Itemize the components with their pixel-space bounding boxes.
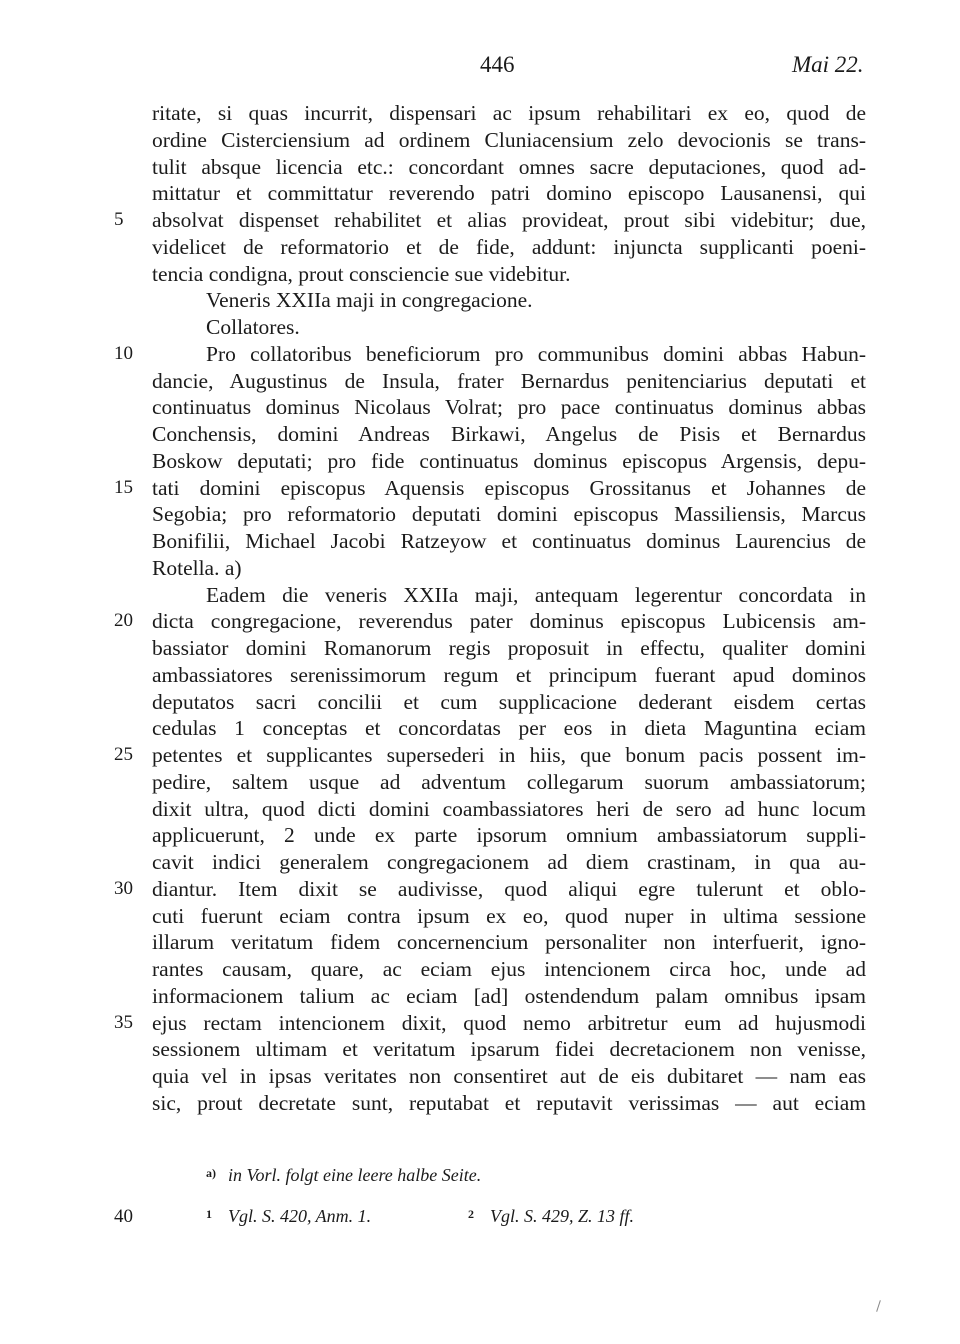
page-number: 446 — [480, 52, 515, 77]
text-line: videlicet de reformatorio et de fide, addunt: injuncta supplicanti poeni- — [152, 234, 866, 259]
line-number: 25 — [114, 744, 133, 765]
text-line: continuatus dominus Nicolaus Volrat; pro pace continuatus dominus abbas — [152, 395, 866, 420]
text-line: dicta congregacione, reverendus pater dominus episcopus Lubicensis am- — [152, 609, 866, 634]
text-line: Rotella. a) — [152, 555, 242, 580]
text-line: dixit ultra, quod dicti domini coambassiatores heri de sero ad hunc locum — [152, 796, 866, 821]
line-number: 5 — [114, 209, 124, 230]
text-line: informacionem talium ac eciam [ad] ostendendum palam omnibus ipsam — [152, 983, 866, 1008]
text-line: deputatos sacri concilii et cum supplicacione dederant eisdem certas — [152, 689, 866, 714]
text-line: diantur. Item dixit se audivisse, quod aliqui egre tulerunt et oblo- — [152, 876, 866, 901]
running-title: Mai 22. — [792, 52, 864, 77]
text-line: tulit absque licencia etc.: concordant omnes sacre deputaciones, quod ad- — [152, 154, 866, 179]
text-line: Conchensis, domini Andreas Birkawi, Angelus de Pisis et Bernardus — [152, 422, 866, 446]
text-line: sic, prout decretate sunt, reputabat et reputavit verissimas — aut eciam — [152, 1090, 866, 1115]
text-line: tencia condigna, prout consciencie sue videbitur. — [152, 261, 571, 286]
text-line: mittatur et committatur reverendo patri domino episcopo Lausanensi, qui — [152, 181, 866, 206]
line-number: 30 — [114, 877, 133, 899]
footnote-2-text: Vgl. S. 429, Z. 13 ff. — [490, 1206, 635, 1226]
text-line: Boskow deputati; pro fide continuatus dominus episcopus Argensis, depu- — [152, 448, 866, 473]
footnote-a-text: in Vorl. folgt eine leere halbe Seite. — [228, 1165, 482, 1185]
text-line: ordine Cisterciensium ad ordinem Cluniacensium zelo devocionis se trans- — [152, 127, 866, 152]
text-line: tati domini episcopus Aquensis episcopus Grossitanus et Johannes de — [152, 475, 866, 500]
text-line: Collatores. — [206, 315, 300, 339]
text-line: sessionem ultimam et veritatum ipsarum fidei decretacionem non venisse, — [152, 1037, 866, 1062]
text-line: Pro collatoribus beneficiorum pro communibus domini abbas Habun- — [206, 341, 866, 366]
text-line: pedire, saltem usque ad adventum collegarum suorum ambassiatorum; — [152, 769, 866, 794]
text-line: Eadem die veneris XXIIa maji, antequam legerentur concordata in — [206, 582, 866, 607]
line-number: 15 — [114, 476, 133, 498]
text-line: ambassiatores serenissimorum regum et principum fuerant apud dominos — [152, 662, 866, 687]
text-line: ejus rectam intencionem dixit, quod nemo arbitretur eum ad hujusmodi — [152, 1010, 866, 1035]
text-line: rantes causam, quare, ac eciam ejus intencionem circa hoc, unde ad — [152, 957, 866, 981]
text-line: petentes et supplicantes supersederi in hiis, que bonum pacis possent im- — [152, 743, 866, 767]
text-line: quia vel in ipsas veritates non consentiret aut de eis dubitaret — nam eas — [152, 1064, 866, 1088]
text-line: cuti fuerunt eciam contra ipsum ex eo, quod nuper in ultima sessione — [152, 903, 866, 928]
line-number: 40 — [114, 1206, 133, 1227]
text-line: Segobia; pro reformatorio deputati domini episcopus Massiliensis, Marcus — [152, 502, 866, 527]
footnote-2-mark: 2 — [468, 1207, 474, 1221]
footnote-1-mark: 1 — [206, 1207, 212, 1221]
text-line: illarum veritatum fidem concernencium personaliter non interfuerit, igno- — [152, 930, 866, 955]
text-line: Bonifilii, Michael Jacobi Ratzeyow et continuatus dominus Laurencius de — [152, 529, 866, 553]
text-line: cedulas 1 conceptas et concordatas per eos in dieta Maguntina eciam — [152, 716, 866, 741]
footnote-a-mark: a) — [206, 1166, 216, 1180]
text-line: dancie, Augustinus de Insula, frater Bernardus penitenciarius deputati et — [152, 368, 866, 393]
margin-mark — [876, 1300, 881, 1312]
text-line: absolvat dispenset rehabilitet et alias provideat, prout sibi videbitur; due, — [152, 208, 866, 232]
line-number: 10 — [114, 342, 133, 364]
text-line: applicuerunt, 2 unde ex parte ipsorum omnium ambassiatorum suppli- — [152, 823, 866, 848]
text-line: ritate, si quas incurrit, dispensari ac ipsum rehabilitari ex eo, quod de — [152, 101, 866, 125]
text-line: bassiator domini Romanorum regis proposuit in effectu, qualiter domini — [152, 636, 866, 660]
line-number: 35 — [114, 1011, 133, 1033]
line-number: 20 — [114, 610, 133, 632]
text-line: Veneris XXIIa maji in congregacione. — [206, 288, 533, 313]
footnote-1-text: Vgl. S. 420, Anm. 1. — [228, 1206, 372, 1226]
text-line: cavit indici generalem congregacionem ad diem crastinam, in qua au- — [152, 850, 866, 874]
